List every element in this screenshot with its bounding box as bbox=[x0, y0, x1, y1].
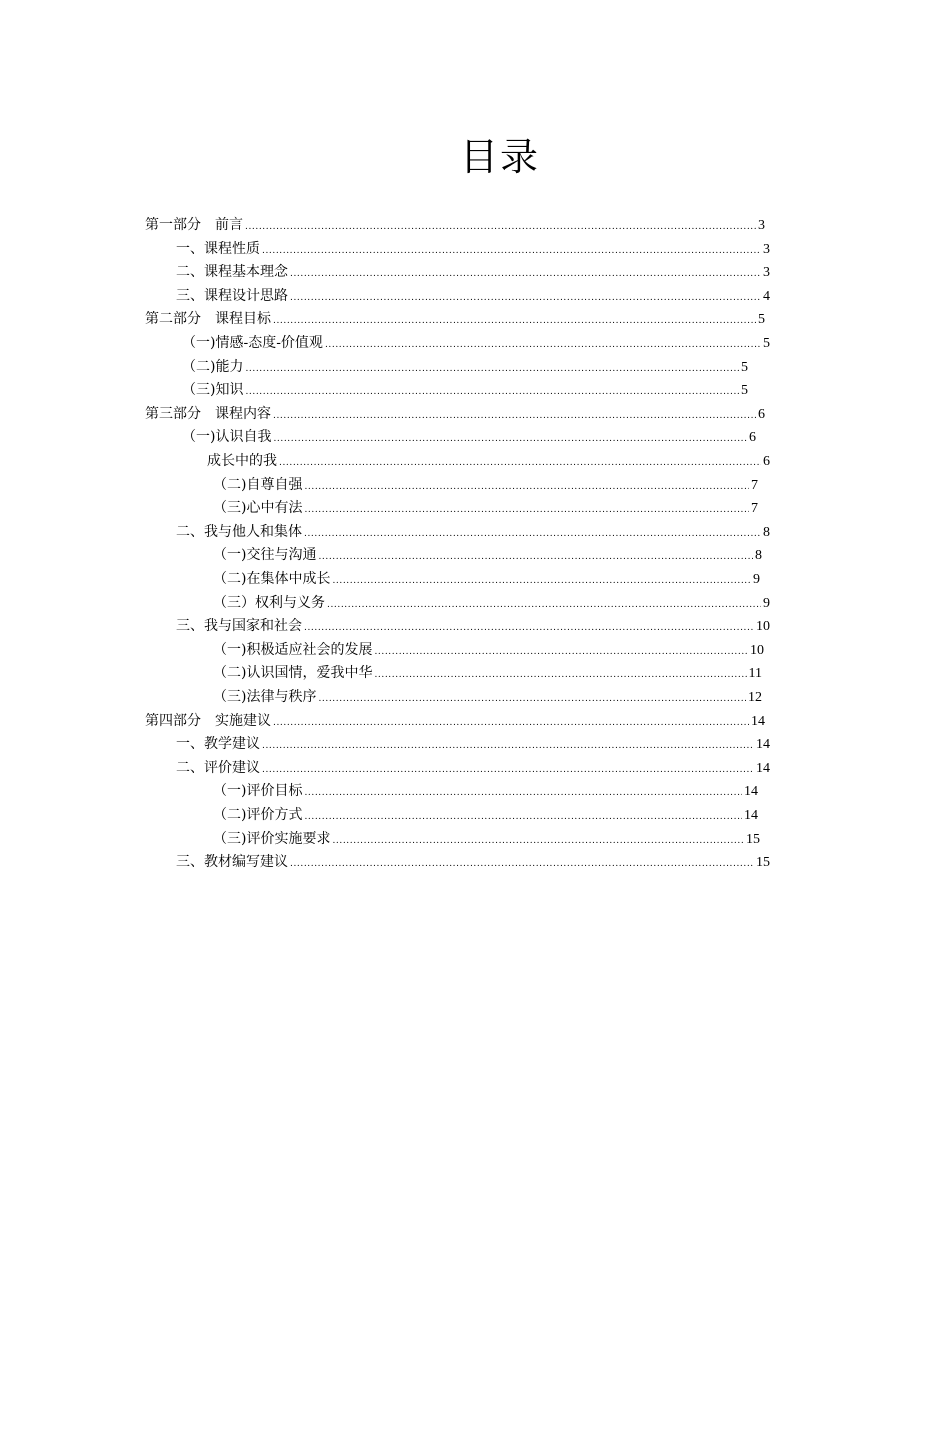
toc-entry-page-number: 15 bbox=[746, 831, 760, 847]
toc-entry-label: （一)认识自我 bbox=[182, 429, 272, 446]
toc-entry[interactable] bbox=[176, 521, 770, 544]
toc-entry-page-number: 9 bbox=[763, 595, 770, 611]
toc-dot-leader bbox=[327, 594, 761, 617]
toc-entry[interactable] bbox=[145, 710, 765, 733]
toc-dot-leader bbox=[290, 853, 754, 876]
toc-entry[interactable] bbox=[145, 214, 765, 237]
toc-entry[interactable] bbox=[213, 780, 758, 803]
toc-entry-label: 第三部分 课程内容 bbox=[145, 405, 271, 422]
toc-entry-label: （一)积极适应社会的发展 bbox=[213, 641, 373, 658]
toc-entry-label: 三、教材编写建议 bbox=[176, 854, 288, 871]
toc-entry-page-number: 5 bbox=[741, 383, 748, 399]
toc-entry-label: （一)情感-态度-价值观 bbox=[182, 335, 323, 351]
toc-dot-leader bbox=[304, 476, 749, 499]
toc-entry-label: （三)评价实施要求 bbox=[213, 830, 331, 847]
toc-dot-leader bbox=[279, 452, 761, 475]
toc-entry[interactable] bbox=[176, 238, 770, 261]
toc-entry-label: 第四部分 实施建议 bbox=[145, 712, 271, 729]
toc-entry-label: （三)知识 bbox=[182, 382, 244, 399]
toc-entry-page-number: 5 bbox=[763, 336, 770, 351]
toc-entry[interactable] bbox=[182, 356, 748, 379]
toc-entry-page-number: 3 bbox=[763, 265, 770, 281]
toc-entry-label: 一、课程性质 bbox=[176, 240, 260, 257]
toc-entry-label: 二、课程基本理念 bbox=[176, 264, 288, 281]
toc-entry-label: 三、我与国家和社会 bbox=[176, 618, 302, 635]
toc-entry-label: （二)评价方式 bbox=[213, 807, 303, 823]
toc-title: 目录 bbox=[459, 135, 540, 179]
toc-entry[interactable] bbox=[213, 686, 762, 709]
toc-entry[interactable] bbox=[213, 828, 760, 851]
toc-entry-label: 一、教学建议 bbox=[176, 736, 260, 753]
toc-entry-label: （二)在集体中成长 bbox=[213, 571, 331, 587]
toc-entry-page-number: 6 bbox=[763, 454, 770, 469]
toc-entry[interactable] bbox=[213, 804, 758, 827]
toc-entry[interactable] bbox=[176, 615, 770, 638]
toc-dot-leader bbox=[273, 310, 756, 333]
toc-entry[interactable] bbox=[213, 662, 762, 685]
toc-dot-leader bbox=[262, 735, 754, 758]
toc-entry-page-number: 7 bbox=[751, 501, 758, 517]
toc-entry-page-number: 9 bbox=[753, 572, 760, 587]
toc-entry-page-number: 7 bbox=[751, 477, 758, 493]
toc-dot-leader bbox=[332, 830, 744, 853]
toc-entry-page-number: 3 bbox=[758, 218, 765, 233]
toc-dot-leader bbox=[304, 806, 742, 829]
toc-entry-page-number: 14 bbox=[756, 737, 770, 753]
toc-entry[interactable] bbox=[213, 497, 758, 520]
toc-entry-page-number: 14 bbox=[751, 713, 765, 729]
toc-entry-page-number: 14 bbox=[744, 808, 758, 823]
toc-entry-label: （二)认识国情，爱我中华 bbox=[213, 665, 373, 682]
toc-entry-page-number: 14 bbox=[744, 784, 758, 800]
toc-entry-page-number: 4 bbox=[763, 288, 770, 304]
toc-entry-label: 三、课程设计思路 bbox=[176, 287, 288, 304]
toc-entry[interactable] bbox=[176, 757, 770, 780]
toc-entry-label: 二、评价建议 bbox=[176, 759, 260, 776]
toc-dot-leader bbox=[273, 428, 747, 451]
toc-dot-leader bbox=[245, 381, 739, 404]
toc-entry[interactable] bbox=[213, 639, 764, 662]
toc-dot-leader bbox=[273, 405, 756, 428]
toc-entry[interactable] bbox=[176, 261, 770, 284]
toc-entry[interactable] bbox=[213, 592, 770, 615]
toc-entry-page-number: 14 bbox=[756, 760, 770, 776]
toc-entry[interactable] bbox=[207, 450, 770, 473]
toc-dot-leader bbox=[273, 712, 749, 735]
toc-entry[interactable] bbox=[176, 851, 770, 874]
toc-entry-label: 二、我与他人和集体 bbox=[176, 523, 302, 540]
toc-dot-leader bbox=[262, 759, 754, 782]
toc-dot-leader bbox=[374, 664, 746, 687]
toc-dot-leader bbox=[332, 570, 751, 593]
toc-dot-leader bbox=[325, 334, 761, 357]
toc-dot-leader bbox=[374, 641, 748, 664]
toc-entry-label: （一)评价目标 bbox=[213, 783, 303, 800]
toc-entry-page-number: 8 bbox=[755, 548, 762, 564]
toc-entry[interactable] bbox=[213, 568, 760, 591]
toc-dot-leader bbox=[290, 287, 761, 310]
toc-entry-label: 第二部分 课程目标 bbox=[145, 311, 271, 328]
toc-entry-page-number: 3 bbox=[763, 241, 770, 257]
toc-entry[interactable] bbox=[213, 544, 762, 567]
toc-entry-page-number: 10 bbox=[750, 642, 764, 658]
toc-entry-page-number: 6 bbox=[758, 406, 765, 422]
toc-entry-label: （一)交往与沟通 bbox=[213, 547, 317, 564]
toc-entry[interactable] bbox=[182, 426, 756, 449]
toc-dot-leader bbox=[304, 782, 742, 805]
toc-entry-label: （二)自尊自强 bbox=[213, 476, 303, 493]
toc-entry[interactable] bbox=[176, 285, 770, 308]
toc-entry-page-number: 15 bbox=[756, 855, 770, 871]
toc-entry[interactable] bbox=[213, 474, 758, 497]
toc-entry-label: （三)心中有法 bbox=[213, 500, 303, 517]
toc-entry-label: 成长中的我 bbox=[207, 453, 277, 469]
toc-entry-label: 第一部分 前言 bbox=[145, 217, 243, 233]
toc-dot-leader bbox=[318, 688, 746, 711]
toc-dot-leader bbox=[245, 358, 739, 381]
toc-dot-leader bbox=[304, 523, 761, 546]
toc-entry-page-number: 5 bbox=[758, 312, 765, 328]
toc-dot-leader bbox=[245, 216, 756, 239]
toc-entry[interactable] bbox=[182, 332, 770, 355]
toc-entry-label: （三）权利与义务 bbox=[213, 594, 325, 611]
toc-entry-page-number: 8 bbox=[763, 524, 770, 540]
toc-dot-leader bbox=[318, 546, 753, 569]
toc-entry[interactable] bbox=[145, 403, 765, 426]
toc-entry-page-number: 5 bbox=[741, 359, 748, 375]
toc-entry-page-number: 12 bbox=[748, 690, 762, 705]
toc-entry[interactable] bbox=[176, 733, 770, 756]
toc-entry-page-number: 11 bbox=[748, 666, 762, 682]
toc-entry-label: （二)能力 bbox=[182, 358, 244, 375]
toc-dot-leader bbox=[304, 499, 749, 522]
toc-entry-page-number: 6 bbox=[749, 430, 756, 446]
toc-entry[interactable] bbox=[182, 379, 748, 402]
toc-entry-page-number: 10 bbox=[756, 619, 770, 635]
toc-dot-leader bbox=[262, 240, 761, 263]
toc-entry[interactable] bbox=[145, 308, 765, 331]
toc-entry-label: （三)法律与秩序 bbox=[213, 689, 317, 705]
toc-dot-leader bbox=[304, 617, 754, 640]
toc-dot-leader bbox=[290, 263, 761, 286]
